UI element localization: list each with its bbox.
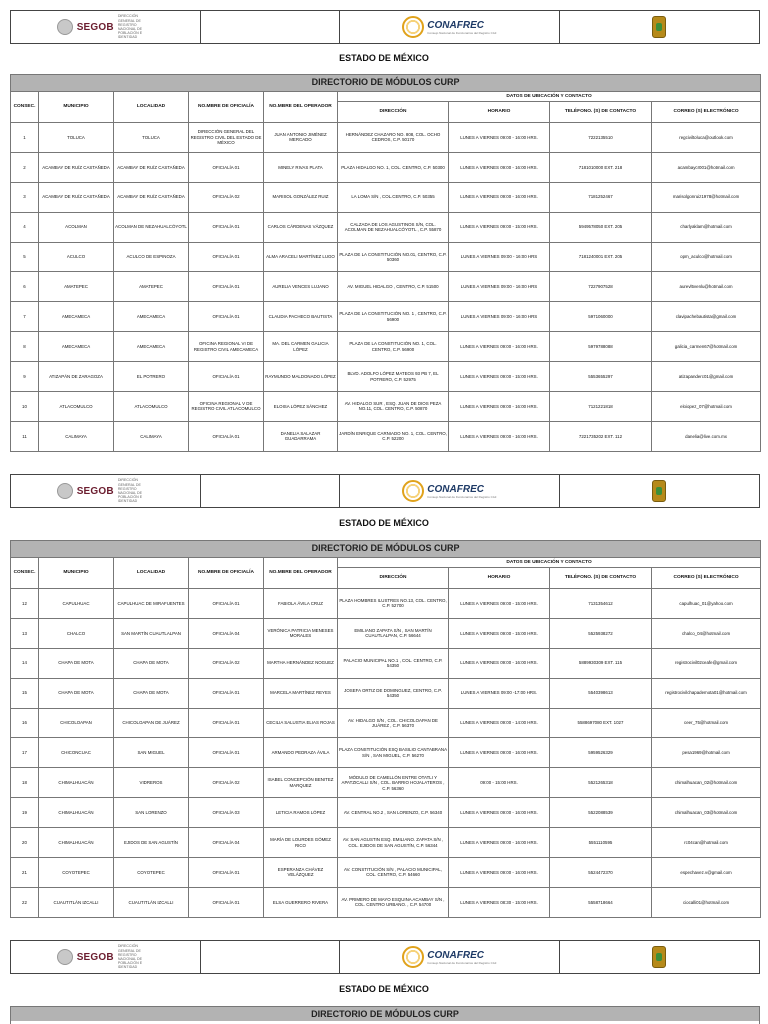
cell-correo: atizapanderc01@gmail.com — [652, 362, 761, 392]
cell-telefono: 5949578050 EXT. 205 — [550, 212, 652, 242]
conafrec-subtitle: Consejo Nacional de Funcionarios del Registro Civil — [427, 494, 497, 499]
cell-horario: LUNES A VIERNES 09:00 - 16:00 HRS. — [449, 738, 550, 768]
cell-municipio: COYOTEPEC — [39, 858, 114, 888]
cell-oficialia: OFICIALÍA 01 — [189, 421, 264, 451]
table-row — [11, 392, 761, 422]
conafrec-name: CONAFREC — [427, 483, 484, 495]
table-row — [11, 768, 761, 798]
cell-municipio: TOLUCA — [39, 123, 114, 153]
cell-localidad: SAN MARTÍN CUAUTLALPAN — [114, 618, 189, 648]
cell-operador: ISABEL CONCEPCIÓN BENITEZ MARQUEZ — [264, 768, 338, 798]
table-row — [11, 798, 761, 828]
cell-consec: 11 — [11, 421, 39, 451]
cell-direccion: PLAZA HIDALGO NO. 1, COL. CENTRO, C.P. 50300 — [338, 152, 449, 182]
cell-consec: 12 — [11, 589, 39, 619]
cell-oficialia: OFICINA REGIONAL VI DE REGISTRO CIVIL AMECAMECA — [189, 332, 264, 362]
cell-operador: DANELIA SALAZAR GUADARRAMA — [264, 421, 338, 451]
cell-telefono: 7221735202 EXT. 112 — [550, 421, 652, 451]
cell-consec: 3 — [11, 182, 39, 212]
table-row — [11, 421, 761, 451]
segob-logo — [57, 478, 154, 503]
cell-direccion: CALZADA DE LOS AGUSTINOS S/N, COL. ACOLMAN DE NEZAHUALCÓYOTL , C.P. 55870 — [338, 212, 449, 242]
cell-telefono: 5979788088 — [550, 332, 652, 362]
cell-localidad: CHAPA DE MOTA — [114, 678, 189, 708]
col-horario: HORARIO — [449, 568, 550, 589]
cell-consec: 20 — [11, 828, 39, 858]
cell-consec: 19 — [11, 798, 39, 828]
cell-direccion: AV. SAN AGUSTIN ESQ. EMILIANO. ZAPATA S/N , COL. EJIDOS DE SAN AGUSTÍN, C.P. 56344 — [338, 828, 449, 858]
cell-telefono: 5553655297 — [550, 362, 652, 392]
cell-municipio: ACAMBAY DE RUÍZ CASTAÑEDA — [39, 182, 114, 212]
cell-consec: 14 — [11, 648, 39, 678]
cell-municipio: AMECAMECA — [39, 332, 114, 362]
state-title: ESTADO DE MÉXICO — [339, 53, 429, 63]
table-title: DIRECTORIO DE MÓDULOS CURP — [11, 541, 761, 558]
cell-operador: ESPERANZA CHÁVEZ VELÁZQUEZ — [264, 858, 338, 888]
edomex-shield-icon — [652, 480, 666, 502]
cell-telefono: 5540398613 — [550, 678, 652, 708]
cell-direccion: EMILIANO ZAPATA S/N , SAN MARTÍN CUAUTLALPAN, C.P. 56644 — [338, 618, 449, 648]
cell-operador: JUAN ANTONIO JIMÉNEZ MERCADO — [264, 123, 338, 153]
table-body — [11, 589, 761, 918]
cell-consec: 5 — [11, 242, 39, 272]
cell-correo: marisolgonruiz1978@hotmail.com — [652, 182, 761, 212]
cell-localidad: EL POTRERO — [114, 362, 189, 392]
state-title: ESTADO DE MÉXICO — [339, 984, 429, 994]
col-group-contacto: DATOS DE UBICACIÓN Y CONTACTO — [338, 92, 761, 102]
cell-correo: pesa1969@hotmail.com — [652, 738, 761, 768]
col-direccion: DIRECCIÓN — [338, 102, 449, 123]
table-row — [11, 887, 761, 917]
cell-horario: LUNES A VIERNES 09:00 - 15:00 HRS. — [449, 618, 550, 648]
cell-direccion: PLAZA DE LA CONSTITUCIÓN NO. 1, COL. CENTRO, C.P. 56900 — [338, 332, 449, 362]
cell-correo: eloiopez_07@hotmail.com — [652, 392, 761, 422]
cell-operador: MA. DEL CARMEN GALICIA LÓPEZ — [264, 332, 338, 362]
cell-consec: 16 — [11, 708, 39, 738]
cell-municipio: ACOLMAN — [39, 212, 114, 242]
conafrec-logo-cell — [340, 941, 559, 973]
cell-telefono: 5522088539 — [550, 798, 652, 828]
cell-correo: galicia_carmen67@hotmail.com — [652, 332, 761, 362]
cell-operador: MARTHA HERNÁNDEZ NOGUEZ — [264, 648, 338, 678]
cell-operador: CLAUDIA PACHECO BAUTISTA — [264, 302, 338, 332]
cell-operador: VERÓNICA PATRICIA MENESES MORALES — [264, 618, 338, 648]
cell-municipio: ATLACOMULCO — [39, 392, 114, 422]
cell-horario: LUNES A VIERNES 09:00 - 16:00 HRS. — [449, 152, 550, 182]
cell-direccion: JARDÍN ENRIQUE CARNIADO NO. 1, COL. CENTRO, C.P. 52200 — [338, 421, 449, 451]
cell-horario: LUNES A VIERNES 09:00 - 16:00 HRS — [449, 302, 550, 332]
cell-horario: LUNES A VIERNES 09:00 - 16:00 HRS — [449, 272, 550, 302]
cell-oficialia: OFICIALÍA 04 — [189, 618, 264, 648]
col-telefono: TELÉFONO. (S) DE CONTACTO — [550, 568, 652, 589]
segob-seal-icon — [57, 949, 73, 965]
cell-direccion: MÓDULO DE CAMELLÓN ENTRE OTATLI Y APATZICALLI S/N , COL. BARRIO HOJALATEROS , C.P. 56360 — [338, 768, 449, 798]
table-row — [11, 828, 761, 858]
cell-telefono: 5971060000 — [550, 302, 652, 332]
cell-horario: LUNES A VIERNES 09:00 - 16:00 HRS. — [449, 332, 550, 362]
cell-horario: LUNES A VIERNES 09:00 -17:00 HRS. — [449, 678, 550, 708]
segob-logo-cell — [11, 475, 201, 507]
edomex-logo-cell — [560, 941, 759, 973]
cell-municipio: CHIMALHUACÁN — [39, 798, 114, 828]
cell-localidad: ACAMBAY DE RUÍZ CASTAÑEDA — [114, 152, 189, 182]
cell-oficialia: OFICIALÍA 01 — [189, 738, 264, 768]
cell-localidad: ACULCO DE ESPINOZA — [114, 242, 189, 272]
col-group-contacto: DATOS DE UBICACIÓN Y CONTACTO — [338, 558, 761, 568]
segob-seal-icon — [57, 483, 73, 499]
table-row — [11, 708, 761, 738]
cell-operador: ALMA ARACELI MARTÍNEZ LUGO — [264, 242, 338, 272]
curp-directory-table — [10, 74, 761, 452]
col-correo: CORREO (S) ELECTRÓNICO — [652, 102, 761, 123]
cell-municipio: AMECAMECA — [39, 302, 114, 332]
cell-oficialia: OFICIALÍA 02 — [189, 648, 264, 678]
cell-localidad: AMECAMECA — [114, 302, 189, 332]
cell-localidad: AMECAMECA — [114, 332, 189, 362]
cell-correo: registrocivilchapademota01@hotmail.com — [652, 678, 761, 708]
col-consec: CONSEC. — [11, 558, 39, 589]
cell-municipio: CALIMAYA — [39, 421, 114, 451]
segob-name: SEGOB — [76, 485, 114, 497]
cell-telefono: 7222135510 — [550, 123, 652, 153]
cell-operador: CARLOS CÁRDENAS VÁZQUEZ — [264, 212, 338, 242]
cell-correo: regciviltoluca@outlook.com — [652, 123, 761, 153]
edomex-shield-icon — [652, 16, 666, 38]
cell-horario: LUNES A VIERNES 09:00 - 15:00 HRS. — [449, 589, 550, 619]
col-horario: HORARIO — [449, 102, 550, 123]
edomex-logo-cell — [560, 475, 759, 507]
cell-direccion: JOSEFA ORTIZ DE DOMINGUEZ, CENTRO, C.P. 54350 — [338, 678, 449, 708]
cell-horario: LUNES A VIERNES 09:00 - 16:00 HRS. — [449, 123, 550, 153]
cell-horario: LUNES A VIERNES 09:00 - 16:00 HRS. — [449, 421, 550, 451]
cell-correo: ciocalli01@hotmail.com — [652, 887, 761, 917]
cell-oficialia: OFICIALÍA 01 — [189, 212, 264, 242]
cell-oficialia: OFICIALÍA 01 — [189, 589, 264, 619]
conafrec-name: CONAFREC — [427, 19, 484, 31]
cell-operador: ARMANDO PEDRAZA ÁVILA — [264, 738, 338, 768]
cell-direccion: AV. HIDALGO S/N , COL. CHICOLOAPAN DE JUÁREZ , C.P. 56370 — [338, 708, 449, 738]
cell-localidad: COYOTEPEC — [114, 858, 189, 888]
cell-localidad: ACOLMAN DE NEZAHUALCÓYOTL — [114, 212, 189, 242]
cell-direccion: PLAZA DE LA CONSTITUCIÓN NO.01, CENTRO, C.P. 50360 — [338, 242, 449, 272]
col-correo: CORREO (S) ELECTRÓNICO — [652, 568, 761, 589]
cell-telefono: 5551110595 — [550, 828, 652, 858]
cell-telefono: 5525938272 — [550, 618, 652, 648]
conafrec-emblem-icon — [402, 16, 424, 38]
cell-direccion: AV. CENTRAL NO.2 , SAN LORENZO, C.P. 56340 — [338, 798, 449, 828]
segob-seal-icon — [57, 19, 73, 35]
col-municipio: MUNICIPIO — [39, 92, 114, 123]
cell-telefono: 5558718664 — [550, 887, 652, 917]
cell-operador: ELSA GUERRERO RIVERA — [264, 887, 338, 917]
cell-correo: chalco_04@hotmail.com — [652, 618, 761, 648]
table-row — [11, 589, 761, 619]
col-consec: CONSEC. — [11, 92, 39, 123]
cell-consec: 6 — [11, 272, 39, 302]
table-body — [11, 123, 761, 452]
edomex-logo-cell — [560, 11, 759, 43]
cell-horario: LUNES A VIERNES 09:00 - 14:00 HRS. — [449, 708, 550, 738]
header-logos — [10, 474, 760, 508]
cell-localidad: AMATEPEC — [114, 272, 189, 302]
cell-oficialia: OFICIALÍA 01 — [189, 362, 264, 392]
cell-localidad: ATLACOMULCO — [114, 392, 189, 422]
cell-horario: LUNES A VIERNES 08:30 - 15:00 HRS. — [449, 887, 550, 917]
cell-oficialia: OFICIALÍA 03 — [189, 798, 264, 828]
cell-operador: MARISOL GONZÁLEZ RUIZ — [264, 182, 338, 212]
cell-correo: espechavez.v@gmail.com — [652, 858, 761, 888]
table-row — [11, 648, 761, 678]
cell-correo: charlyaklam@hotmail.com — [652, 212, 761, 242]
cell-horario: 09:00 - 15:00 HRS. — [449, 768, 550, 798]
table-title: DIRECTORIO DE MÓDULOS CURP — [11, 75, 761, 92]
cell-localidad: SAN MIGUEL — [114, 738, 189, 768]
segob-subtitle: DIRECCIÓN GENERAL DE REGISTRO NACIONAL DE POBLACIÓN E IDENTIDAD — [117, 944, 143, 970]
cell-municipio: AMATEPEC — [39, 272, 114, 302]
blank-cell — [201, 475, 341, 507]
cell-municipio: ACAMBAY DE RUÍZ CASTAÑEDA — [39, 152, 114, 182]
cell-correo: opm_aculco@hotmail.com — [652, 242, 761, 272]
cell-horario: LUNES A VIERNES 09:00 - 15:00 HRS. — [449, 212, 550, 242]
col-municipio: MUNICIPIO — [39, 558, 114, 589]
cell-correo: danelia@live.com.mx — [652, 421, 761, 451]
conafrec-logo-cell — [340, 11, 559, 43]
col-operador: NO.MBRE DEL OPERADOR — [264, 92, 338, 123]
cell-localidad: TOLUCA — [114, 123, 189, 153]
cell-direccion: LA LOMA S/N , COL.CENTRO, C.P. 50355 — [338, 182, 449, 212]
conafrec-subtitle: Consejo Nacional de Funcionarios del Registro Civil — [427, 960, 497, 965]
cell-direccion: AV. CONSTITUCIÓN S/N , PALACIO MUNICIPAL, COL. CENTRO, C.P. 54660 — [338, 858, 449, 888]
cell-localidad: CHICOLOAPAN DE JUÁREZ — [114, 708, 189, 738]
cell-consec: 7 — [11, 302, 39, 332]
cell-localidad: ACAMBAY DE RUÍZ CASTAÑEDA — [114, 182, 189, 212]
cell-oficialia: OFICIALÍA 02 — [189, 182, 264, 212]
col-direccion: DIRECCIÓN — [338, 568, 449, 589]
cell-oficialia: OFICIALÍA 01 — [189, 858, 264, 888]
segob-subtitle: DIRECCIÓN GENERAL DE REGISTRO NACIONAL DE POBLACIÓN E IDENTIDAD — [117, 14, 143, 40]
segob-subtitle: DIRECCIÓN GENERAL DE REGISTRO NACIONAL DE POBLACIÓN E IDENTIDAD — [117, 478, 143, 504]
cell-oficialia: DIRECCIÓN GENERAL DEL REGISTRO CIVIL DEL ESTADO DE MÉXICO — [189, 123, 264, 153]
cell-consec: 10 — [11, 392, 39, 422]
cell-oficialia: OFICIALÍA 01 — [189, 678, 264, 708]
curp-directory-table — [10, 540, 761, 918]
cell-horario: LUNES A VIERNES 09:00 - 16:00 HRS. — [449, 828, 550, 858]
table-row — [11, 302, 761, 332]
cell-oficialia: OFICIALÍA 02 — [189, 768, 264, 798]
cell-direccion: AV. MIGUEL HIDALGO , CENTRO, C.P. 51500 — [338, 272, 449, 302]
segob-logo-cell — [11, 11, 201, 43]
blank-cell — [201, 941, 341, 973]
cell-telefono: 5588697080 EXT. 1027 — [550, 708, 652, 738]
cell-correo: chimalhuacan_03@hotmail.com — [652, 798, 761, 828]
cell-consec: 17 — [11, 738, 39, 768]
cell-localidad: VIDREROS — [114, 768, 189, 798]
cell-telefono: 5524472370 — [550, 858, 652, 888]
table-row — [11, 618, 761, 648]
cell-direccion: PLAZA CONSTITUCIÓN ESQ BASILIO CANTABRANA S/N , SAN MIGUEL, C.P. 56270 — [338, 738, 449, 768]
conafrec-subtitle: Consejo Nacional de Funcionarios del Registro Civil — [427, 30, 497, 35]
cell-telefono: 7181252467 — [550, 182, 652, 212]
table-row — [11, 738, 761, 768]
cell-operador: FABIOLA ÁVILA CRUZ — [264, 589, 338, 619]
cell-consec: 1 — [11, 123, 39, 153]
cell-horario: LUNES A VIERNES 09:00 - 16:00 HRS — [449, 242, 550, 272]
cell-oficialia: OFICINA REGIONAL V DE REGISTRO CIVIL ATLACOMULCO — [189, 392, 264, 422]
cell-municipio: CHALCO — [39, 618, 114, 648]
cell-oficialia: OFICIALÍA 01 — [189, 152, 264, 182]
segob-name: SEGOB — [76, 21, 114, 33]
cell-consec: 13 — [11, 618, 39, 648]
cell-telefono: 7227907528 — [550, 272, 652, 302]
cell-direccion: PLAZA HOMBRES ILUSTRES NO.13, COL. CENTRO, C.P. 52700 — [338, 589, 449, 619]
cell-municipio: CHAPA DE MOTA — [39, 648, 114, 678]
col-operador: NO.MBRE DEL OPERADOR — [264, 558, 338, 589]
col-telefono: TELÉFONO. (S) DE CONTACTO — [550, 102, 652, 123]
cell-horario: LUNES A VIERNES 09:00 - 16:00 HRS. — [449, 392, 550, 422]
cell-horario: LUNES A VIERNES 09:00 - 16:00 HRS. — [449, 648, 550, 678]
segob-logo-cell — [11, 941, 201, 973]
cell-operador: CECILIA SALUSTIA ELIAS ROJAS — [264, 708, 338, 738]
cell-consec: 21 — [11, 858, 39, 888]
cell-correo: rc04can@hotmail.com — [652, 828, 761, 858]
table-row — [11, 332, 761, 362]
table-row — [11, 362, 761, 392]
table-row — [11, 678, 761, 708]
cell-consec: 22 — [11, 887, 39, 917]
cell-correo: aurevl5venlu@hotmail.com — [652, 272, 761, 302]
cell-horario: LUNES A VIERNES 09:00 - 15:00 HRS. — [449, 362, 550, 392]
cell-oficialia: OFICIALÍA 01 — [189, 242, 264, 272]
col-oficialia: NO.MBRE DE OFICIALÍA — [189, 558, 264, 589]
col-localidad: LOCALIDAD — [114, 92, 189, 123]
cell-telefono: 7181010000 EXT. 218 — [550, 152, 652, 182]
cell-oficialia: OFICIALÍA 01 — [189, 708, 264, 738]
state-title: ESTADO DE MÉXICO — [339, 518, 429, 528]
cell-municipio: CAPULHUAC — [39, 589, 114, 619]
cell-telefono: 7181240001 EXT. 205 — [550, 242, 652, 272]
segob-name: SEGOB — [76, 951, 114, 963]
cell-localidad: CHAPA DE MOTA — [114, 648, 189, 678]
segob-logo — [57, 14, 154, 39]
cell-direccion: BLVD. ADOLFO LÓPEZ MATEOS 93 PB 7, EL POTRERO, C.P. 52975 — [338, 362, 449, 392]
cell-operador: RAYMUNDO MALDONADO LÓPEZ — [264, 362, 338, 392]
table-row — [11, 212, 761, 242]
cell-oficialia: OFICIALÍA 01 — [189, 887, 264, 917]
cell-consec: 18 — [11, 768, 39, 798]
cell-horario: LUNES A VIERNES 09:00 - 16:00 HRS. — [449, 798, 550, 828]
cell-oficialia: OFICIALÍA 04 — [189, 828, 264, 858]
cell-correo: capulhuac_01@yahoo.com — [652, 589, 761, 619]
cell-telefono: 5889930309 EXT. 115 — [550, 648, 652, 678]
cell-oficialia: OFICIALÍA 01 — [189, 272, 264, 302]
cell-municipio: CHIMALHUACÁN — [39, 768, 114, 798]
cell-horario: LUNES A VIERNES 09:00 - 16:00 HRS. — [449, 182, 550, 212]
cell-telefono: 5521265318 — [550, 768, 652, 798]
cell-telefono: 7131354612 — [550, 589, 652, 619]
cell-operador: ELOISA LÓPEZ SÁNCHEZ — [264, 392, 338, 422]
col-oficialia: NO.MBRE DE OFICIALÍA — [189, 92, 264, 123]
cell-correo: registrocivil02ceafe@gmail.com — [652, 648, 761, 678]
curp-directory-table-continued — [10, 1006, 760, 1024]
cell-direccion: PLAZA DE LA CONSTITUCIÓN NO. 1 , CENTRO, C.P. 56900 — [338, 302, 449, 332]
cell-localidad: EJIDOS DE SAN AGUSTÍN — [114, 828, 189, 858]
blank-cell — [201, 11, 341, 43]
cell-telefono: 5959526329 — [550, 738, 652, 768]
cell-direccion: AV. PRIMERO DE MAYO ESQUINA ACAMBAY S/N , COL. CENTRO URBANO. , C.P. 54700 — [338, 887, 449, 917]
conafrec-logo-cell — [340, 475, 559, 507]
cell-municipio: CHIMALHUACÁN — [39, 828, 114, 858]
cell-consec: 2 — [11, 152, 39, 182]
cell-consec: 15 — [11, 678, 39, 708]
cell-correo: clavipachebautista@gmail.com — [652, 302, 761, 332]
table-row — [11, 182, 761, 212]
cell-horario: LUNES A VIERNES 09:00 - 16:00 HRS. — [449, 858, 550, 888]
cell-direccion: AV. HIDALGO SUR , ESQ. JUAN DE DIOS PEZA NO.11, COL. CENTRO, C.P. 50870 — [338, 392, 449, 422]
edomex-shield-icon — [652, 946, 666, 968]
cell-consec: 9 — [11, 362, 39, 392]
col-localidad: LOCALIDAD — [114, 558, 189, 589]
cell-operador: LETICIA RAMOS LÓPEZ — [264, 798, 338, 828]
cell-localidad: CALIMAYA — [114, 421, 189, 451]
cell-operador: MINELY RIVAS PLATA — [264, 152, 338, 182]
cell-telefono: 7121221818 — [550, 392, 652, 422]
cell-direccion: PALACIO MUNICIPAL NO.1 , COL. CENTRO, C.P. 54350 — [338, 648, 449, 678]
cell-municipio: ATIZAPÁN DE ZARAGOZA — [39, 362, 114, 392]
cell-municipio: ACULCO — [39, 242, 114, 272]
table-row — [11, 242, 761, 272]
cell-oficialia: OFICIALÍA 01 — [189, 302, 264, 332]
cell-correo: ceer_75@hotmail.com — [652, 708, 761, 738]
header-logos — [10, 940, 760, 974]
cell-operador: AURELIA VENCES LUJANO — [264, 272, 338, 302]
cell-consec: 8 — [11, 332, 39, 362]
cell-municipio: CHICONCUAC — [39, 738, 114, 768]
conafrec-emblem-icon — [402, 946, 424, 968]
table-row — [11, 272, 761, 302]
conafrec-name: CONAFREC — [427, 949, 484, 961]
conafrec-logo — [402, 946, 496, 968]
cell-municipio: CUAUTITLÁN IZCALLI — [39, 887, 114, 917]
header-logos — [10, 10, 760, 44]
cell-municipio: CHAPA DE MOTA — [39, 678, 114, 708]
table-row — [11, 123, 761, 153]
conafrec-logo — [402, 480, 496, 502]
cell-direccion: HERNÁNDEZ CHAZARO NO. 808, COL. OCHO CEDROS, C.P. 50170 — [338, 123, 449, 153]
table-title: DIRECTORIO DE MÓDULOS CURP — [11, 1007, 759, 1021]
cell-localidad: CAPULHUAC DE MIRAFUENTES — [114, 589, 189, 619]
cell-municipio: CHICOLOAPAN — [39, 708, 114, 738]
conafrec-emblem-icon — [402, 480, 424, 502]
table-row — [11, 152, 761, 182]
cell-operador: MARCELA MARTÍNEZ REYES — [264, 678, 338, 708]
segob-logo — [57, 944, 154, 969]
conafrec-logo — [402, 16, 496, 38]
cell-operador: MARÍA DE LOURDES GÓMEZ RICO — [264, 828, 338, 858]
cell-localidad: CUAUTITLÁN IZCALLI — [114, 887, 189, 917]
table-row — [11, 858, 761, 888]
cell-consec: 4 — [11, 212, 39, 242]
cell-correo: acambaycr001@hotmail.com — [652, 152, 761, 182]
cell-correo: chimalhuacan_02@hotmail.com — [652, 768, 761, 798]
cell-localidad: SAN LORENZO — [114, 798, 189, 828]
